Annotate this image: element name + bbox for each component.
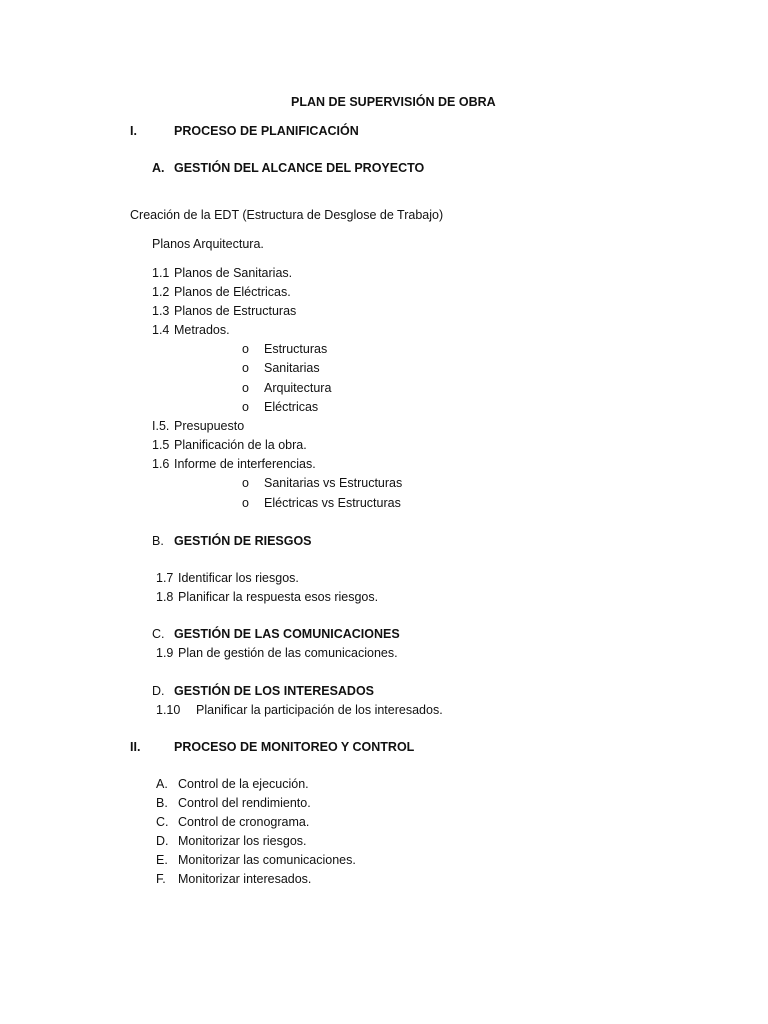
list-item-letter: B. bbox=[156, 796, 168, 810]
sub-list-item: Eléctricas bbox=[264, 400, 319, 414]
list-item: Planificar la respuesta esos riesgos. bbox=[178, 590, 379, 604]
list-item: Presupuesto bbox=[174, 419, 245, 433]
sub-list-item: Sanitarias vs Estructuras bbox=[264, 476, 403, 490]
list-item-number: 1.2 bbox=[152, 285, 170, 299]
planos-arquitectura: Planos Arquitectura. bbox=[152, 237, 264, 251]
list-item-number: 1.9 bbox=[156, 646, 174, 660]
list-item: Control de cronograma. bbox=[178, 815, 310, 829]
list-item-number: 1.8 bbox=[156, 590, 174, 604]
section-2-heading: PROCESO DE MONITOREO Y CONTROL bbox=[174, 740, 415, 754]
section-1-numeral: I. bbox=[130, 124, 137, 138]
list-item: Planos de Estructuras bbox=[174, 304, 297, 318]
subsection-c-letter: C. bbox=[152, 627, 165, 641]
list-item: Control del rendimiento. bbox=[178, 796, 311, 810]
list-item: Control de la ejecución. bbox=[178, 777, 309, 791]
list-item: Plan de gestión de las comunicaciones. bbox=[178, 646, 398, 660]
list-item-letter: A. bbox=[156, 777, 168, 791]
list-item-number: 1.4 bbox=[152, 323, 170, 337]
sub-list-item: Sanitarias bbox=[264, 361, 320, 375]
list-item-letter: F. bbox=[156, 872, 166, 886]
document-title: PLAN DE SUPERVISIÓN DE OBRA bbox=[291, 95, 496, 109]
edt-line: Creación de la EDT (Estructura de Desglose de Trabajo) bbox=[130, 208, 444, 222]
list-item-number: 1.5 bbox=[152, 438, 170, 452]
list-item: Monitorizar las comunicaciones. bbox=[178, 853, 356, 867]
list-item: Monitorizar interesados. bbox=[178, 872, 312, 886]
list-item-letter: D. bbox=[156, 834, 169, 848]
list-item: Metrados. bbox=[174, 323, 230, 337]
bullet-marker: o bbox=[242, 342, 249, 356]
subsection-b-letter: B. bbox=[152, 534, 164, 548]
section-2-numeral: II. bbox=[130, 740, 141, 754]
list-item-number: 1.10 bbox=[156, 703, 181, 717]
list-item: Informe de interferencias. bbox=[174, 457, 316, 471]
list-item-number: 1.3 bbox=[152, 304, 170, 318]
list-item: Planificación de la obra. bbox=[174, 438, 307, 452]
sub-list-item: Arquitectura bbox=[264, 381, 332, 395]
subsection-d-letter: D. bbox=[152, 684, 165, 698]
subsection-a-letter: A. bbox=[152, 161, 165, 175]
list-item: Planos de Eléctricas. bbox=[174, 285, 291, 299]
section-1-heading: PROCESO DE PLANIFICACIÓN bbox=[174, 124, 359, 138]
subsection-a-heading: GESTIÓN DEL ALCANCE DEL PROYECTO bbox=[174, 161, 425, 175]
subsection-b-heading: GESTIÓN DE RIESGOS bbox=[174, 534, 312, 548]
list-item-number: 1.1 bbox=[152, 266, 170, 280]
list-item: Planificar la participación de los interesados. bbox=[196, 703, 443, 717]
bullet-marker: o bbox=[242, 496, 249, 510]
sub-list-item: Estructuras bbox=[264, 342, 328, 356]
subsection-d-heading: GESTIÓN DE LOS INTERESADOS bbox=[174, 684, 375, 698]
list-item-number: 1.7 bbox=[156, 571, 174, 585]
subsection-c-heading: GESTIÓN DE LAS COMUNICACIONES bbox=[174, 627, 400, 641]
list-item-number: 1.6 bbox=[152, 457, 170, 471]
bullet-marker: o bbox=[242, 400, 249, 414]
list-item-number: I.5. bbox=[152, 419, 170, 433]
list-item-letter: C. bbox=[156, 815, 169, 829]
bullet-marker: o bbox=[242, 381, 249, 395]
list-item: Planos de Sanitarias. bbox=[174, 266, 293, 280]
list-item: Identificar los riesgos. bbox=[178, 571, 299, 585]
sub-list-item: Eléctricas vs Estructuras bbox=[264, 496, 401, 510]
bullet-marker: o bbox=[242, 361, 249, 375]
list-item-letter: E. bbox=[156, 853, 168, 867]
list-item: Monitorizar los riesgos. bbox=[178, 834, 307, 848]
bullet-marker: o bbox=[242, 476, 249, 490]
